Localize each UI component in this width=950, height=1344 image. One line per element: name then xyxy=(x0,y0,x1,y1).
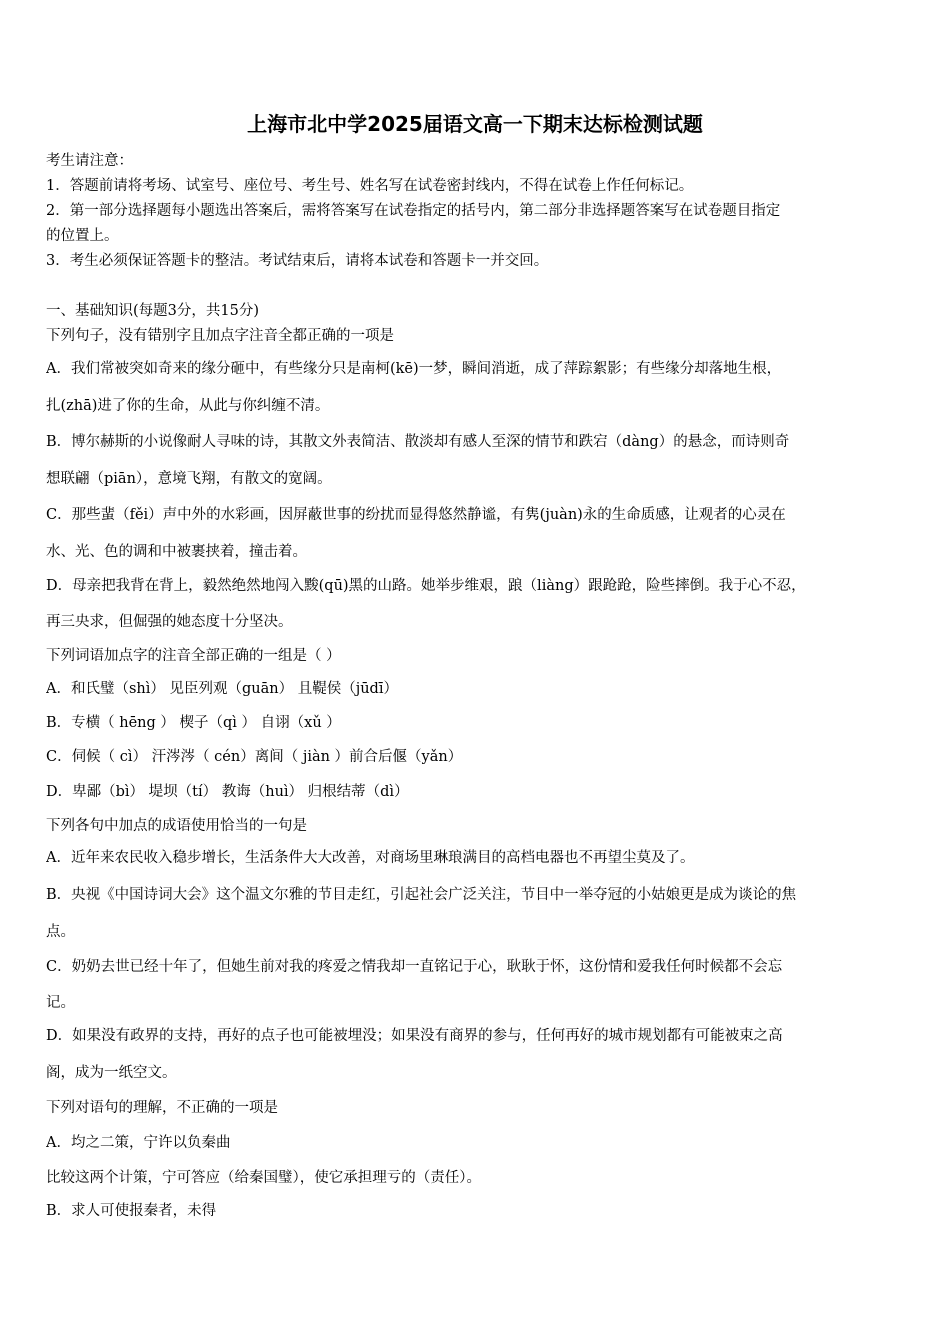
q1-option-c-line2: 水、光、色的调和中被裹挟着，撞击着。 xyxy=(46,544,307,560)
q1-option-c-line1: C．那些蜚（fěi）声中外的水彩画，因屏蔽世事的纷扰而显得悠然静谧，有隽(juàn)永的生命质感，让观者的心灵在 xyxy=(46,507,786,523)
q2-option-b: B．专横（ hēng ） 楔子（qì ） 自诩（xǔ ） xyxy=(46,715,341,731)
q2-option-a: A．和氏璧（shì） 见臣列观（guān） 且鞮侯（jūdī） xyxy=(46,681,398,697)
q3-option-c-line2: 记。 xyxy=(46,995,75,1011)
q2-option-d: D．卑鄙（bì） 堤坝（tí） 教诲（huì） 归根结蒂（dì） xyxy=(46,784,409,800)
notice-item-3: 3．考生必须保证答题卡的整洁。考试结束后，请将本试卷和答题卡一并交回。 xyxy=(46,253,549,269)
notice-item-2-cont: 的位置上。 xyxy=(46,228,119,244)
q4-option-b: B．求人可使报秦者，未得 xyxy=(46,1203,217,1219)
q3-option-a: A．近年来农民收入稳步增长，生活条件大大改善，对商场里琳琅满目的高档电器也不再望尘莫及了。 xyxy=(46,850,695,866)
q3-option-c-line1: C．奶奶去世已经十年了，但她生前对我的疼爱之情我却一直铭记于心，耿耿于怀，这份情和爱我任何时候都不会忘 xyxy=(46,959,783,975)
q4-option-a: A．均之二策，宁许以负秦曲 xyxy=(46,1135,231,1151)
q2-stem: 下列词语加点字的注音全部正确的一组是（ ） xyxy=(46,648,341,664)
q3-stem: 下列各句中加点的成语使用恰当的一句是 xyxy=(46,818,307,834)
q1-stem: 下列句子，没有错别字且加点字注音全都正确的一项是 xyxy=(46,328,394,344)
q2-option-c: C．伺候（ cì） 汗涔涔（ cén）离间（ jiàn ）前合后偃（yǎn） xyxy=(46,749,463,765)
q3-option-d-line1: D．如果没有政界的支持，再好的点子也可能被埋没；如果没有商界的参与，任何再好的城市规划都有可能被束之高 xyxy=(46,1028,783,1044)
notice-heading: 考生请注意： xyxy=(46,153,133,169)
q1-option-a-line2: 扎(zhā)进了你的生命，从此与你纠缠不清。 xyxy=(46,398,330,414)
section-heading: 一、基础知识(每题3分，共15分) xyxy=(46,303,259,319)
q1-option-a-line1: A．我们常被突如奇来的缘分砸中，有些缘分只是南柯(kē)一梦，瞬间消逝，成了萍踪絮影；有些缘分却落地生根， xyxy=(46,361,782,377)
q1-option-d-line2: 再三央求，但倔强的她态度十分坚决。 xyxy=(46,614,293,630)
q3-option-d-line2: 阁，成为一纸空文。 xyxy=(46,1065,177,1081)
q3-option-b-line2: 点。 xyxy=(46,924,75,940)
q1-option-b-line1: B．博尔赫斯的小说像耐人寻味的诗，其散文外表简洁、散淡却有感人至深的情节和跌宕（dàng）的悬念，而诗则奇 xyxy=(46,434,790,450)
notice-item-1: 1．答题前请将考场、试室号、座位号、考生号、姓名写在试卷密封线内，不得在试卷上作任何标记。 xyxy=(46,178,694,194)
q4-option-a-explanation: 比较这两个计策，宁可答应（给秦国璧），使它承担理亏的（责任）。 xyxy=(46,1170,481,1186)
q1-option-b-line2: 想联翩（piān），意境飞翔，有散文的宽阔。 xyxy=(46,471,332,487)
notice-item-2: 2．第一部分选择题每小题选出答案后，需将答案写在试卷指定的括号内，第二部分非选择题答案写在试卷题目指定 xyxy=(46,203,781,219)
q3-option-b-line1: B．央视《中国诗词大会》这个温文尔雅的节目走红，引起社会广泛关注，节目中一举夺冠的小姑娘更是成为谈论的焦 xyxy=(46,887,797,903)
q1-option-d-line1: D．母亲把我背在背上，毅然绝然地闯入黢(qū)黑的山路。她举步维艰，踉（liàng）跟跄跄，险些摔倒。我于心不忍， xyxy=(46,578,806,594)
q4-stem: 下列对语句的理解，不正确的一项是 xyxy=(46,1100,278,1116)
page-title: 上海市北中学2025届语文高一下期末达标检测试题 xyxy=(247,112,703,136)
